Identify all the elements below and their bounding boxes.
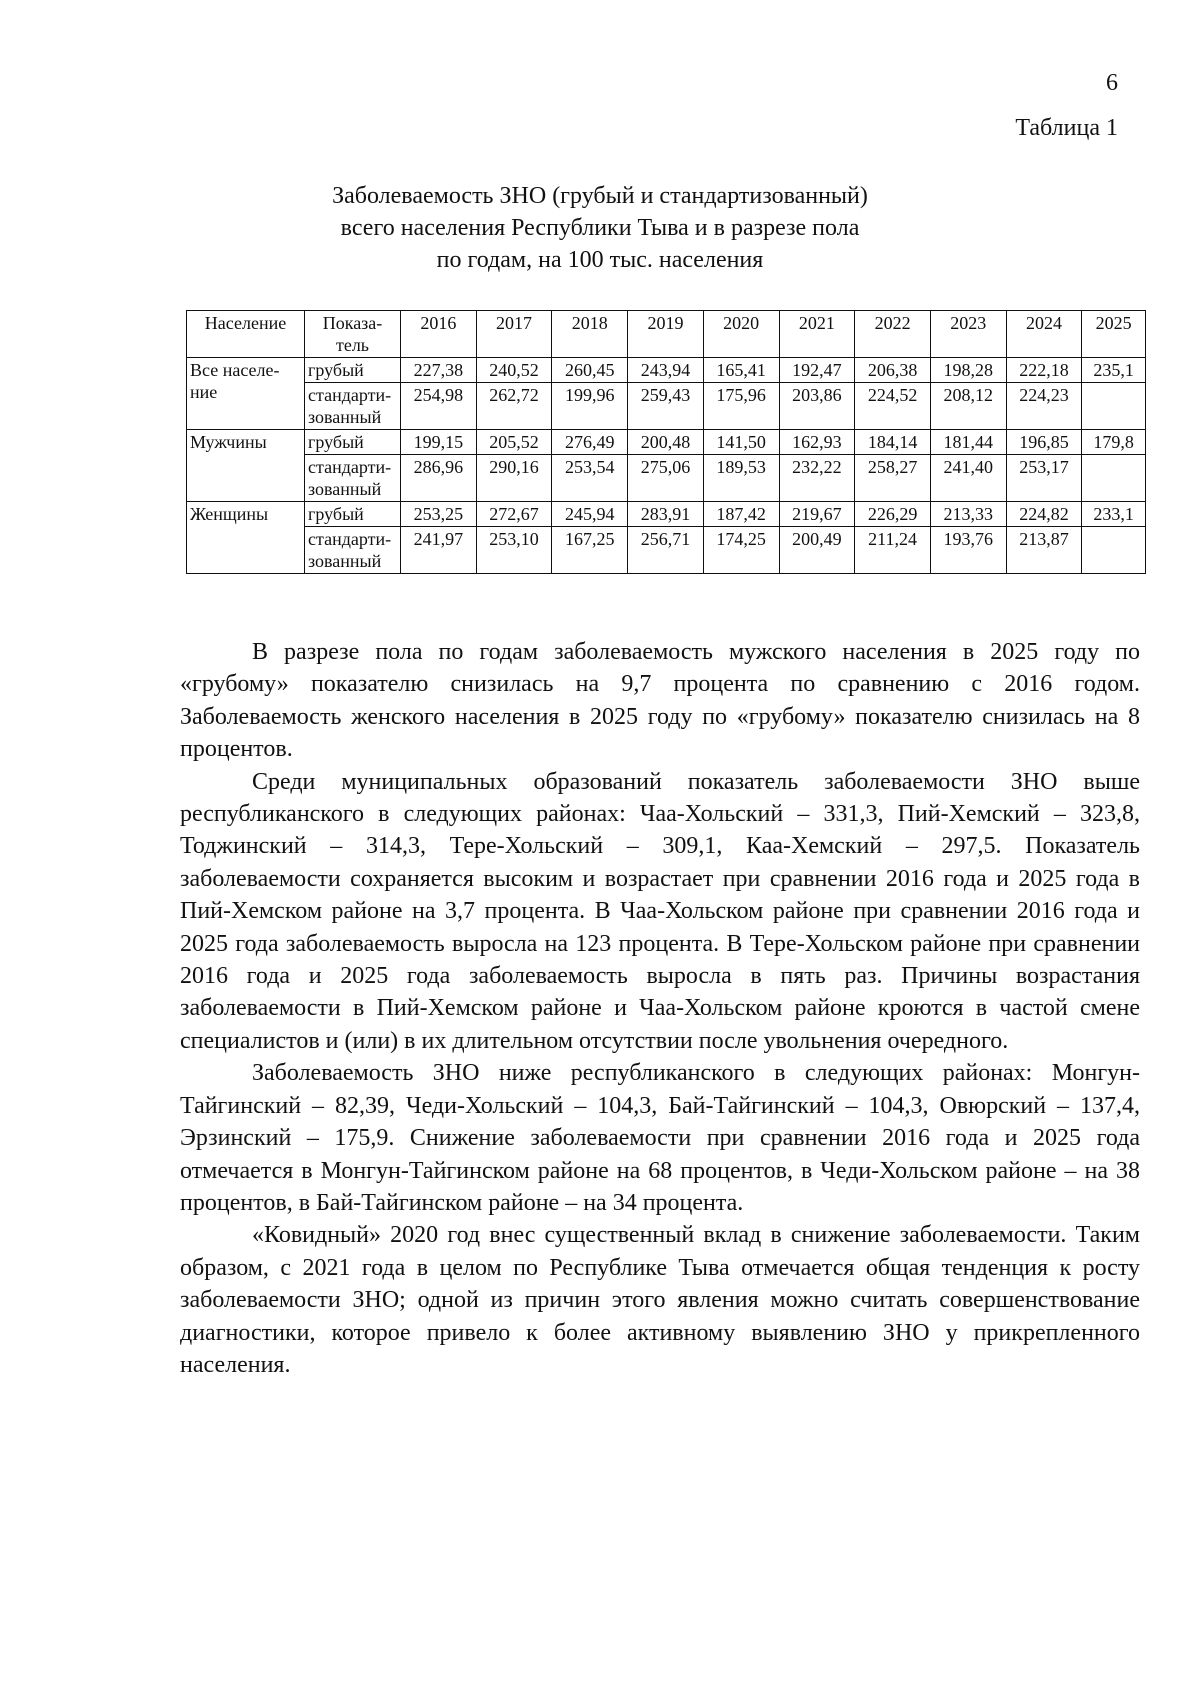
- value-cell: 253,10: [476, 527, 552, 574]
- value-cell: 224,82: [1006, 502, 1082, 527]
- paragraph: Среди муниципальных образований показатель заболеваемости ЗНО выше республиканского в следующих районах: Чаа-Хольский – 331,3, Пий-Хемский – 323,8, Тоджинский – 314,3, Тере-Хольский – 309,1, Каа-Хемский – 297,5. Показатель заболеваемости сохраняется высоким и возрастает при сравнении 2016 года и 2025 года в Пий-Хемском районе на 3,7 процента. В Чаа-Хольском районе при сравнении 2016 года и 2025 года заболеваемость выросла на 123 процента. В Тере-Хольском районе при сравнении 2016 года и 2025 года заболеваемость выросла в пять раз. Причины возрастания заболеваемости в Пий-Хемском районе и Чаа-Хольском районе кроются в частой смене специалистов и (или) в их длительном отсутствии после увольнения очередного.: [180, 768, 1140, 1054]
- column-header: 2022: [855, 311, 931, 358]
- table-label: Таблица 1: [1015, 115, 1118, 141]
- value-cell: 232,22: [779, 455, 855, 502]
- incidence-table: [186, 310, 1146, 574]
- indicator-cell: грубый: [305, 502, 401, 527]
- paragraph: «Ковидный» 2020 год внес существенный вклад в снижение заболеваемости. Таким образом, с 2021 года в целом по Республике Тыва отмечается общая тенденция к росту заболеваемости ЗНО; одной из причин этого явления можно считать совершенствование диагностики, которое привело к более активному выявлению ЗНО у прикрепленного населения.: [180, 1222, 1140, 1378]
- value-cell: 243,94: [628, 358, 704, 383]
- value-cell: 253,17: [1006, 455, 1082, 502]
- value-cell: 240,52: [476, 358, 552, 383]
- value-cell: 174,25: [703, 527, 779, 574]
- value-cell: 199,96: [552, 383, 628, 430]
- column-header: 2023: [930, 311, 1006, 358]
- table-header-row: [187, 311, 1146, 358]
- column-header: Показа- тель: [305, 311, 401, 358]
- value-cell: 175,96: [703, 383, 779, 430]
- value-cell: 253,54: [552, 455, 628, 502]
- value-cell: 206,38: [855, 358, 931, 383]
- value-cell: 235,1: [1082, 358, 1146, 383]
- value-cell: 200,48: [628, 430, 704, 455]
- indicator-cell: грубый: [305, 430, 401, 455]
- value-cell: 241,97: [401, 527, 477, 574]
- value-cell: 211,24: [855, 527, 931, 574]
- value-cell: 189,53: [703, 455, 779, 502]
- column-header: 2025: [1082, 311, 1146, 358]
- column-header: Население: [187, 311, 305, 358]
- value-cell: 262,72: [476, 383, 552, 430]
- value-cell: 290,16: [476, 455, 552, 502]
- value-cell: 219,67: [779, 502, 855, 527]
- column-header: 2020: [703, 311, 779, 358]
- table-title-line: Заболеваемость ЗНО (грубый и стандартизованный): [332, 183, 868, 209]
- value-cell: 258,27: [855, 455, 931, 502]
- value-cell: 286,96: [401, 455, 477, 502]
- value-cell: 205,52: [476, 430, 552, 455]
- value-cell: 203,86: [779, 383, 855, 430]
- table-row: [187, 383, 1146, 430]
- value-cell: 193,76: [930, 527, 1006, 574]
- value-cell: 227,38: [401, 358, 477, 383]
- value-cell: 254,98: [401, 383, 477, 430]
- column-header: 2017: [476, 311, 552, 358]
- population-group-cell: Все населе- ние: [187, 358, 305, 430]
- value-cell: 245,94: [552, 502, 628, 527]
- value-cell: 181,44: [930, 430, 1006, 455]
- table-row: [187, 502, 1146, 527]
- value-cell: [1082, 383, 1146, 430]
- paragraph: Заболеваемость ЗНО ниже республиканского в следующих районах: Монгун-Тайгинский – 82,39, Чеди-Хольский – 104,3, Бай-Тайгинский – 104,3, Овюрский – 137,4, Эрзинский – 175,9. Снижение заболеваемости при сравнении 2016 года и 2025 года отмечается в Монгун-Тайгинском районе на 68 процентов, в Чеди-Хольском районе – на 38 процентов, в Бай-Тайгинском районе – на 34 процента.: [180, 1060, 1140, 1216]
- indicator-cell: стандарти- зованный: [305, 383, 401, 430]
- population-group-cell: Мужчины: [187, 430, 305, 502]
- paragraph: В разрезе пола по годам заболеваемость мужского населения в 2025 году по «грубому» показателю снизилась на 9,7 процента по сравнению с 2016 годом. Заболеваемость женского населения в 2025 году по «грубому» показателю снизилась на 8 процентов.: [180, 639, 1140, 763]
- value-cell: 213,33: [930, 502, 1006, 527]
- value-cell: 167,25: [552, 527, 628, 574]
- column-header: 2016: [401, 311, 477, 358]
- table-title-line: всего населения Республики Тыва и в разрезе пола: [340, 215, 860, 241]
- value-cell: 196,85: [1006, 430, 1082, 455]
- value-cell: 253,25: [401, 502, 477, 527]
- table-row: [187, 527, 1146, 574]
- table-title-line: по годам, на 100 тыс. населения: [436, 247, 764, 273]
- value-cell: 222,18: [1006, 358, 1082, 383]
- value-cell: 199,15: [401, 430, 477, 455]
- value-cell: 259,43: [628, 383, 704, 430]
- page-number: 6: [1106, 70, 1118, 96]
- value-cell: 184,14: [855, 430, 931, 455]
- column-header: 2018: [552, 311, 628, 358]
- table-row: [187, 430, 1146, 455]
- value-cell: 260,45: [552, 358, 628, 383]
- value-cell: 165,41: [703, 358, 779, 383]
- value-cell: 213,87: [1006, 527, 1082, 574]
- value-cell: 275,06: [628, 455, 704, 502]
- indicator-cell: стандарти- зованный: [305, 455, 401, 502]
- column-header: 2021: [779, 311, 855, 358]
- column-header: 2024: [1006, 311, 1082, 358]
- value-cell: 141,50: [703, 430, 779, 455]
- indicator-cell: грубый: [305, 358, 401, 383]
- value-cell: 224,23: [1006, 383, 1082, 430]
- table-title: [0, 180, 1200, 276]
- value-cell: [1082, 527, 1146, 574]
- value-cell: 233,1: [1082, 502, 1146, 527]
- value-cell: 276,49: [552, 430, 628, 455]
- value-cell: [1082, 455, 1146, 502]
- value-cell: 226,29: [855, 502, 931, 527]
- value-cell: 224,52: [855, 383, 931, 430]
- table-row: [187, 455, 1146, 502]
- value-cell: 200,49: [779, 527, 855, 574]
- value-cell: 283,91: [628, 502, 704, 527]
- value-cell: 192,47: [779, 358, 855, 383]
- value-cell: 241,40: [930, 455, 1006, 502]
- value-cell: 256,71: [628, 527, 704, 574]
- indicator-cell: стандарти- зованный: [305, 527, 401, 574]
- value-cell: 272,67: [476, 502, 552, 527]
- body-text: [180, 636, 1140, 1381]
- value-cell: 179,8: [1082, 430, 1146, 455]
- value-cell: 198,28: [930, 358, 1006, 383]
- value-cell: 208,12: [930, 383, 1006, 430]
- table-row: [187, 358, 1146, 383]
- population-group-cell: Женщины: [187, 502, 305, 574]
- value-cell: 162,93: [779, 430, 855, 455]
- value-cell: 187,42: [703, 502, 779, 527]
- column-header: 2019: [628, 311, 704, 358]
